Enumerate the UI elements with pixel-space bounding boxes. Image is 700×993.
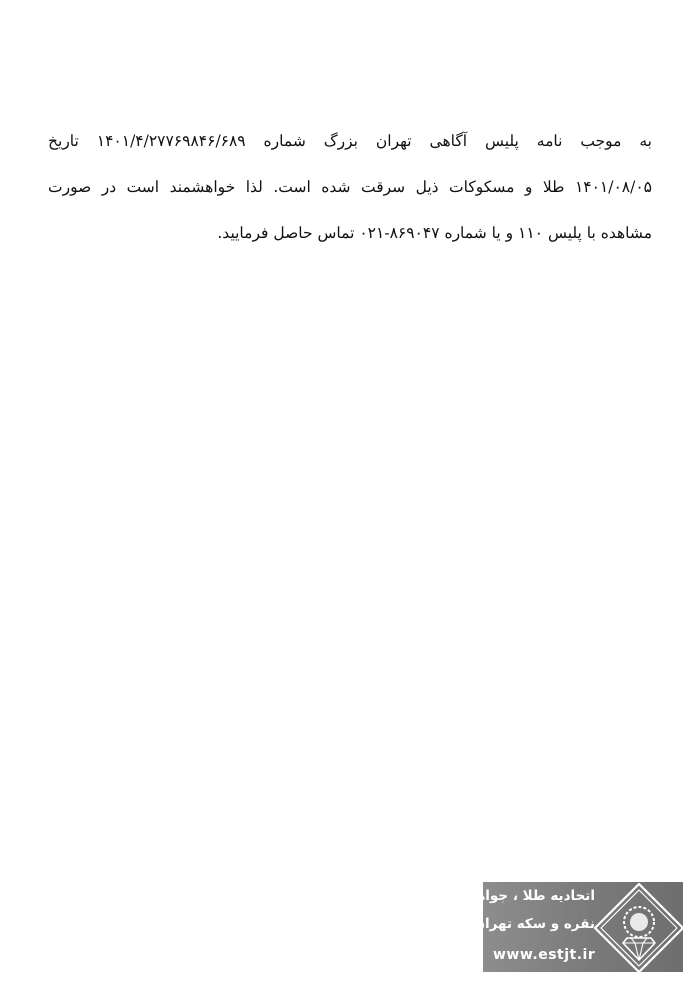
union-name-line-2: نقره و سکه تهران xyxy=(473,916,595,932)
union-watermark xyxy=(467,882,683,972)
notice-line-1: به موجب نامه پلیس آگاهی تهران بزرگ شماره ۱۴۰۱/۴/۲۷۷۶۹۸۴۶/۶۸۹ تاریخ xyxy=(48,132,652,150)
diamond-emblem-icon xyxy=(591,880,687,976)
website-link[interactable]: www.estjt.ir xyxy=(493,947,596,963)
notice-paragraph xyxy=(48,118,652,256)
notice-line-2: ۱۴۰۱/۰۸/۰۵ طلا و مسکوکات ذیل سرقت شده است. لذا خواهشمند است در صورت xyxy=(48,178,652,196)
union-name-line-1: اتحادیه طلا ، جواهر xyxy=(467,888,595,904)
notice-line-3: مشاهده با پلیس ۱۱۰ و یا شماره ۸۶۹۰۴۷-۰۲۱ تماس حاصل فرمایید. xyxy=(217,224,652,242)
